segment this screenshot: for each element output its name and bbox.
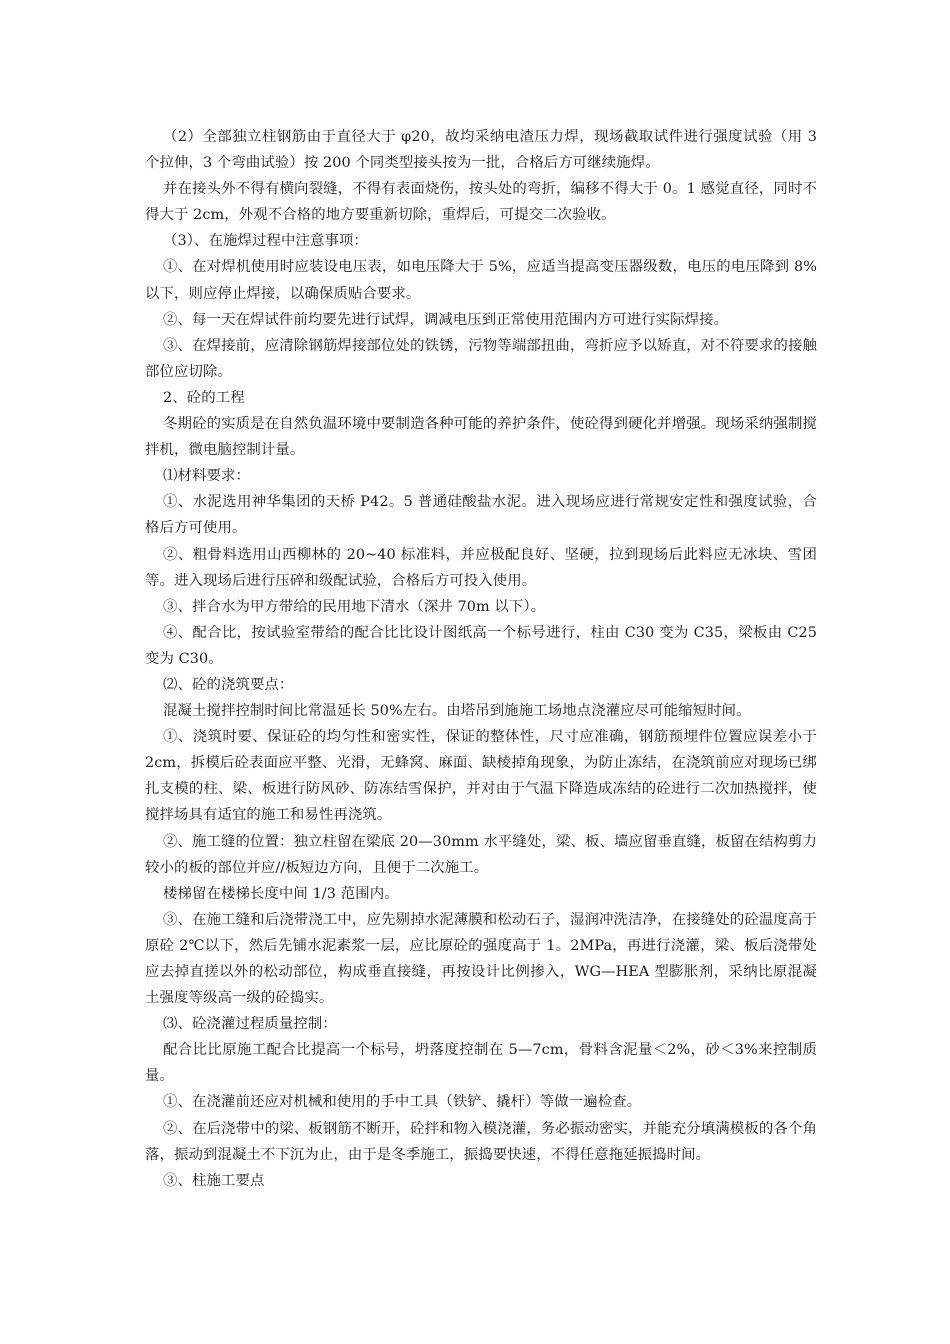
paragraph: ①、在对焊机使用时应装设电压表，如电压降大于 5%，应适当提高变压器级数，电压的电压降到 8%以下，则应停止焊接，以确保质贴合要求。 [145,259,817,302]
subsection-heading: ⑴材料要求： [163,468,250,485]
paragraph: 并在接头外不得有横向裂缝，不得有表面烧伤，按头处的弯折，编移不得大于 0。1 感觉直径，同时不得大于 2cm，外观不合格的地方要重新切除，重焊后，可提交二次验收。 [145,181,817,224]
section-heading: 2、砼的工程 [163,389,245,406]
paragraph: ②、每一天在焊试件前均要先进行试焊，调减电压到正常使用范围内方可进行实际焊接。 [163,311,729,328]
paragraph: ③、拌合水为甲方带给的民用地下清水（深井 70m 以下）。 [163,598,546,615]
paragraph: 混凝土搅拌控制时间比常温延长 50%左右。由塔吊到施施工场地点浇灌应尽可能缩短时间。 [163,703,751,720]
paragraph: （2）全部独立柱钢筋由于直径大于 φ20，故均采纳电渣压力焊，现场截取试件进行强度试验（用 3 个拉伸，3 个弯曲试验）按 200 个同类型接头按为一批，合格后方可继续施焊。 [145,129,822,172]
paragraph: ①、在浇灌前还应对机械和使用的手中工具（铁铲、撬杆）等做一遍检查。 [163,1094,642,1111]
paragraph: ①、浇筑时要、保证砼的均匀性和密实性，保证的整体性，尺寸应准确，钢筋预埋件位置应误差小于 2cm，拆模后砼表面应平整、光滑，无蜂窝、麻面、缺棱掉角现象，为防止冻结，在浇筑前应对现场已绑扎支模的柱、梁、板进行防风砂、防冻结雪保护，并对由于气温下降造成冻结的砼进行二次加热搅拌，使搅拌场具有适宜的施工和易性再浇筑。 [145,729,822,824]
subsection-heading: ⑶、砼浇灌过程质量控制： [163,1016,337,1033]
paragraph: ②、施工缝的位置：独立柱留在梁底 20—30mm 水平缝处，梁、板、墙应留垂直缝，板留在结构剪力较小的板的部位并应//板短边方向，且便于二次施工。 [145,833,817,876]
paragraph: ②、在后浇带中的梁、板钢筋不断开，砼拌和物入模浇灌，务必振动密实，并能充分填满模板的各个角落，振动到混凝土不下沉为止，由于是冬季施工，振捣要快速，不得任意拖延振捣时间。 [145,1120,817,1163]
paragraph: ②、粗骨料选用山西柳林的 20~40 标准料，并应极配良好、坚硬，拉到现场后此料应无冰块、雪团等。进入现场后进行压碎和级配试验，合格后方可投入使用。 [145,546,817,589]
subsection-heading: ⑵、砼的浇筑要点： [163,676,294,693]
paragraph: ①、水泥选用神华集团的天桥 P42。5 普通硅酸盐水泥。进入现场应进行常规安定性和强度试验，合格后方可使用。 [145,494,817,537]
paragraph: 冬期砼的实质是在自然负温环境中要制造各种可能的养护条件，使砼得到硬化并增强。现场采纳强制搅拌机，微电脑控制计量。 [145,416,817,459]
paragraph: ③、柱施工要点 [163,1172,265,1189]
body-text [145,124,822,1194]
paragraph: 楼梯留在楼梯长度中间 1/3 范围内。 [163,885,399,902]
paragraph: ③、在焊接前，应清除钢筋焊接部位处的铁锈，污物等端部扭曲，弯折应予以矫直，对不符要求的接触部位应切除。 [145,337,817,380]
paragraph: 配合比比原施工配合比提高一个标号，坍落度控制在 5—7cm，骨料含泥量＜2%，砂＜3%来控制质量。 [145,1042,817,1085]
paragraph: （3）、在施焊过程中注意事项： [163,233,368,250]
paragraph: ④、配合比，按试验室带给的配合比比设计图纸高一个标号进行，柱由 C30 变为 C35，梁板由 C25 变为 C30。 [145,624,822,667]
paragraph: ③、在施工缝和后浇带浇工中，应先剔掉水泥薄膜和松动石子，湿润冲洗洁净，在接缝处的砼温度高于原砼 2℃以下，然后先铺水泥素浆一层，应比原砼的强度高于 1。2MPa，再进行浇灌，梁、板后浇带处应去掉直搓以外的松动部位，构成垂直接缝，再按设计比例掺入，WG—HEA 型膨胀剂，采纳比原混凝土强度等级高一级的砼捣实。 [145,911,817,1007]
